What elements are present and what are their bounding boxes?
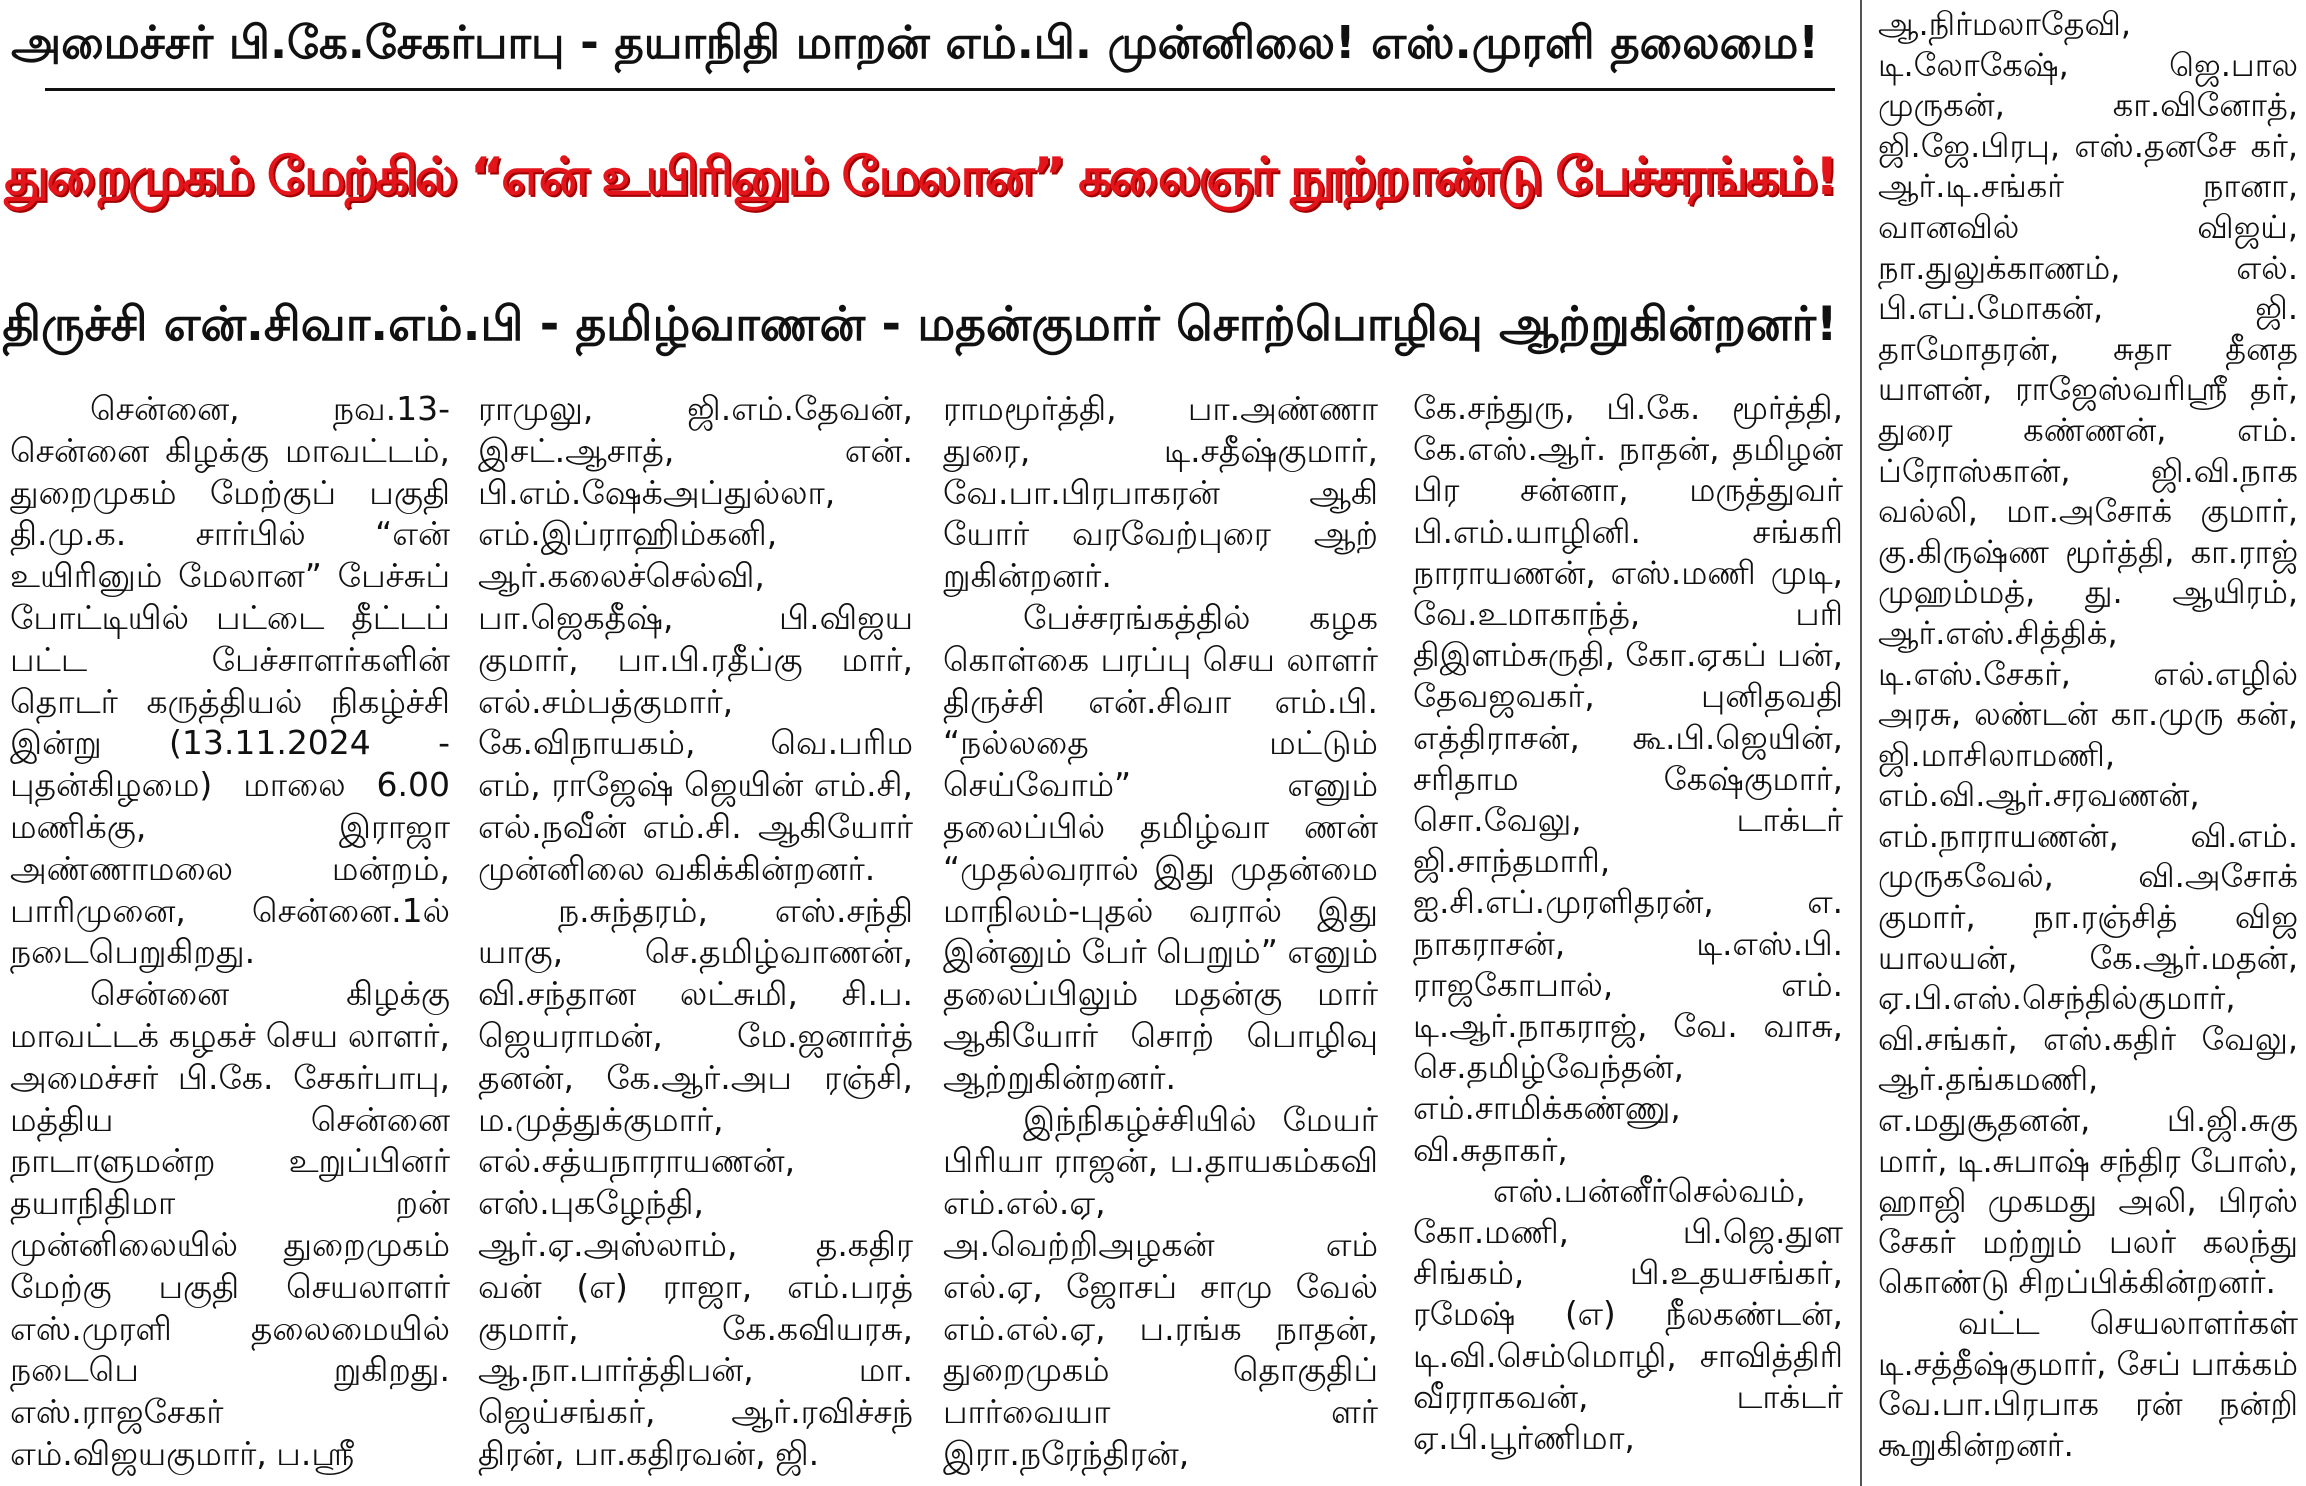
body-column-2 xyxy=(478,388,913,1480)
body-column-3 xyxy=(943,388,1378,1480)
column-divider xyxy=(1860,0,1862,1486)
body-column-1 xyxy=(10,388,450,1480)
subheadline: திருச்சி என்.சிவா.எம்.பி - தமிழ்வாணன் - மதன்குமார் சொற்பொழிவு ஆற்றுகின்றனர்! xyxy=(2,297,1838,352)
body-column-4 xyxy=(1413,388,1843,1480)
paragraph: ராமமூர்த்தி, பா.அண்ணா துரை, டி.சதீஷ்குமார், வே.பா.பிரபாகரன் ஆகி யோர் வரவேற்புரை ஆற் றுகின்றனர். xyxy=(943,389,1378,596)
paragraph: இந்நிகழ்ச்சியில் மேயர் பிரியா ராஜன், ப.தாயகம்கவி எம்.எல்.ஏ, அ.வெற்றிஅழகன் எம் எல்.ஏ, ஜோசப் சாமு வேல் எம்.எல்.ஏ, ப.ரங்க நாதன், துறைமுகம் தொகுதிப் பார்வையா ளர் இரா.நரேந்திரன், xyxy=(943,1099,1378,1473)
paragraph: பேச்சரங்கத்தில் கழக கொள்கை பரப்பு செய லாளர் திருச்சி என்.சிவா எம்.பி. “நல்லதை மட்டும் செய்வோம்” எனும் தலைப்பில் தமிழ்வா ணன் “முதல்வரால் இது முதன்மை மாநிலம்-புதல் வரால் இது இன்னும் பேர் பெறும்” எனும் தலைப்பிலும் மதன்கு மார் ஆகியோர் சொற் பொழிவு ஆற்றுகின்றனர். xyxy=(943,597,1378,1097)
paragraph: சென்னை கிழக்கு மாவட்டக் கழகச் செய லாளர், அமைச்சர் பி.கே. சேகர்பாபு, மத்திய சென்னை நாடாளுமன்ற உறுப்பினர் தயாநிதிமா றன் முன்னிலையில் துறைமுகம் மேற்கு பகுதி செயலாளர் எஸ்.முரளி தலைமையில் நடைபெ றுகிறது. எஸ்.ராஜசேகர் எம்.விஜயகுமார், ப.ஸ்ரீ xyxy=(10,974,450,1473)
paragraph: ராமுலு, ஜி.எம்.தேவன், இசட்.ஆசாத், என். பி.எம்.ஷேக்அப்துல்லா, எம்.இப்ராஹிம்கனி, ஆர்.கலைச்செல்வி, பா.ஜெகதீஷ், பி.விஜய குமார், பா.பி.ரதீப்கு மார், எல்.சம்பத்குமார், கே.விநாயகம், வெ.பரிம எம், ராஜேஷ் ஜெயின் எம்.சி, எல்.நவீன் எம்.சி. ஆகியோர் முன்னிலை வகிக்கின்றனர். xyxy=(478,389,913,888)
headline: துறைமுகம் மேற்கில் “என் உயிரினும் மேலான” கலைஞர் நூற்றாண்டு பேச்சரங்கம்! xyxy=(4,147,1836,207)
paragraph: சென்னை, நவ.13- சென்னை கிழக்கு மாவட்டம், துறைமுகம் மேற்குப் பகுதி தி.மு.க. சார்பில் “என் உயிரினும் மேலான” பேச்சுப் போட்டியில் பட்டை தீட்டப் பட்ட பேச்சாளர்களின் தொடர் கருத்தியல் நிகழ்ச்சி இன்று (13.11.2024 - புதன்கிழமை) மாலை 6.00 மணிக்கு, இராஜா அண்ணாமலை மன்றம், பாரிமுனை, சென்னை.1ல் நடைபெறுகிறது. xyxy=(10,389,450,972)
paragraph: வட்ட செயலாளர்கள் டி.சத்தீஷ்குமார், சேப் பாக்கம் வே.பா.பிரபாக ரன் நன்றி கூறுகின்றனர். xyxy=(1878,1304,2298,1464)
paragraph: ந.சுந்தரம், எஸ்.சந்தி யாகு, செ.தமிழ்வாணன், வி.சந்தான லட்சுமி, சி.ப. ஜெயராமன், மே.ஜனார்த் தனன், கே.ஆர்.அப ரஞ்சி, ம.முத்துக்குமார், எல்.சத்யநாராயணன், எஸ்.புகழேந்தி, ஆர்.ஏ.அஸ்லாம், த.கதிர வன் (எ) ராஜா, எம்.பரத் குமார், கே.கவியரசு, ஆ.நா.பார்த்திபன், மா. ஜெய்சங்கர், ஆர்.ரவிச்சந் திரன், பா.கதிரவன், ஜி. xyxy=(478,890,913,1473)
kicker-line: அமைச்சர் பி.கே.சேகர்பாபு - தயாநிதி மாறன் எம்.பி. முன்னிலை! எஸ்.முரளி தலைமை! xyxy=(11,16,1819,69)
paragraph: எஸ்.பன்னீர்செல்வம், கோ.மணி, பி.ஜெ.துள சிங்கம், பி.உதயசங்கர், ரமேஷ் (எ) நீலகண்டன், டி.வி.செம்மொழி, சாவித்திரி வீரராகவன், டாக்டர் ஏ.பி.பூர்ணிமா, xyxy=(1413,1171,1843,1458)
kicker-rule xyxy=(45,88,1835,91)
paragraph: ஆ.நிர்மலாதேவி, டி.லோகேஷ், ஜெ.பால முருகன், கா.வினோத், ஜி.ஜே.பிரபு, எஸ்.தனசே கர், ஆர்.டி.சங்கர் நானா, வானவில் விஜய், நா.துலுக்காணம், எல். பி.எப்.மோகன், ஜி. தாமோதரன், சுதா தீனத யாளன், ராஜேஸ்வரிஸ்ரீ தர், துரை கண்ணன், எம். ப்ரோஸ்கான், ஜி.வி.நாக வல்லி, மா.அசோக் குமார், கு.கிருஷ்ண மூர்த்தி, கா.ராஜ் முஹம்மத், து. ஆயிரம், ஆர்.எஸ்.சித்திக், டி.எஸ்.சேகர், எல்.எழில் அரசு, லண்டன் கா.முரு கன், ஜி.மாசிலாமணி, எம்.வி.ஆர்.சரவணன், எம்.நாராயணன், வி.எம். முருகவேல், வி.அசோக் குமார், நா.ரஞ்சித் விஜ யாலயன், கே.ஆர்.மதன், ஏ.பி.எஸ்.செந்தில்குமார், வி.சங்கர், எஸ்.கதிர் வேலு, ஆர்.தங்கமணி, எ.மதுசூதனன், பி.ஜி.சுகு மார், டி.சுபாஷ் சந்திர போஸ், ஹாஜி முகமது அலி, பிரஸ் சேகர் மற்றும் பலர் கலந்து கொண்டு சிறப்பிக்கின்றனர். xyxy=(1878,5,2298,1302)
paragraph: கே.சந்துரு, பி.கே. மூர்த்தி, கே.எஸ்.ஆர். நாதன், தமிழன் பிர சன்னா, மருத்துவர் பி.எம்.யாழினி. சங்கரி நாராயணன், எஸ்.மணி முடி, வே.உமாகாந்த், பரி திஇளம்சுருதி, கோ.ஏகப் பன், தேவஜவகர், புனிதவதி எத்திராசன், கூ.பி.ஜெயின், சரிதாம கேஷ்குமார், சொ.வேலு, டாக்டர் ஜி.சாந்தமாரி, ஐ.சி.எப்.முரளிதரன், எ. நாகராசன், டி.எஸ்.பி. ராஜகோபால், எம். டி.ஆர்.நாகராஜ், வே. வாசு, செ.தமிழ்வேந்தன், எம்.சாமிக்கண்ணு, வி.சுதாகர், xyxy=(1413,389,1843,1169)
body-column-5 xyxy=(1878,4,2298,1480)
